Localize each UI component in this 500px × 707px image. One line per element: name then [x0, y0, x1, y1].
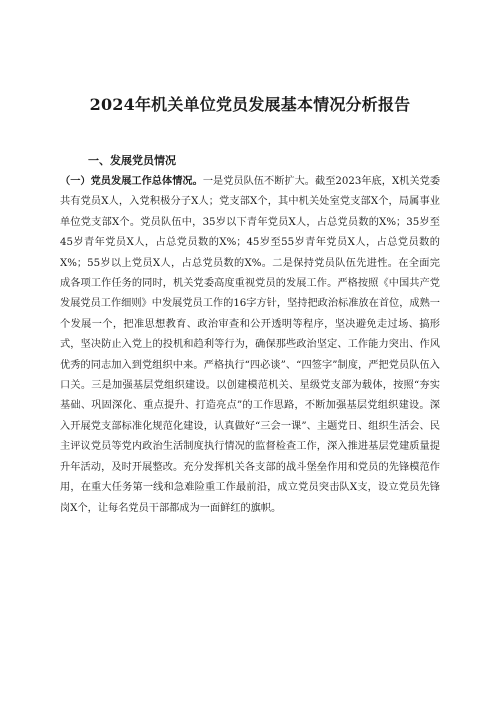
paragraph-text: 一是党员队伍不断扩大。截至2023年底，X机关党委共有党员X人，入党积极分子X人；党支部X个，其中机关处室党支部X个，局属事业单位党支部X个。党员队伍中，35岁以下青年党员X人，占总党员数的X%；35岁至45岁青年党员X人，占总党员数的X%；45岁至55岁青年党员X人，占总党员数的X%；55岁以上党员X人，占总党员数的X%。二是保持党员队伍先进性。在全面完成各项工作任务的同时，机关党委高度重视党员的发展工作。严格按照《中国共产党发展党员工作细则》中发展党员工作的16字方针，坚持把政治标准放在首位，成熟一个发展一个，把准思想教育、政治审查和公开透明等程序，坚决避免走过场、搞形式，坚决防止入党上的投机和趋利等行为，确保那些政治坚定、工作能力突出、作风优秀的同志加入到党组织中来。严格执行“四必谈”、“四签字”制度，严把党员队伍入口关。三是加强基层党组织建设。以创建模范机关、星级党支部为载体，按照“夯实基础、巩固深化、重点提升、打造亮点”的工作思路，不断加强基层党组织建设。深入开展党支部标准化规范化建设，认真做好“三会一课”、主题党日、组织生活会、民主评议党员等党内政治生活制度执行情况的监督检查工作，深入推进基层党建质量提升年活动，及时开展整改。充分发挥机关各支部的战斗堡垒作用和党员的先锋模范作用，在重大任务第一线和急难险重工作最前沿，成立党员突击队X支，设立党员先锋岗X个，让每名党员干部都成为一面鲜红的旗帜。 — [60, 176, 441, 514]
body-paragraph — [60, 171, 440, 519]
paragraph-lead: （一）党员发展工作总体情况。 — [60, 175, 203, 187]
section-heading: 一、发展党员情况 — [88, 154, 176, 167]
document-title: 2024年机关单位党员发展基本情况分析报告 — [89, 95, 411, 114]
